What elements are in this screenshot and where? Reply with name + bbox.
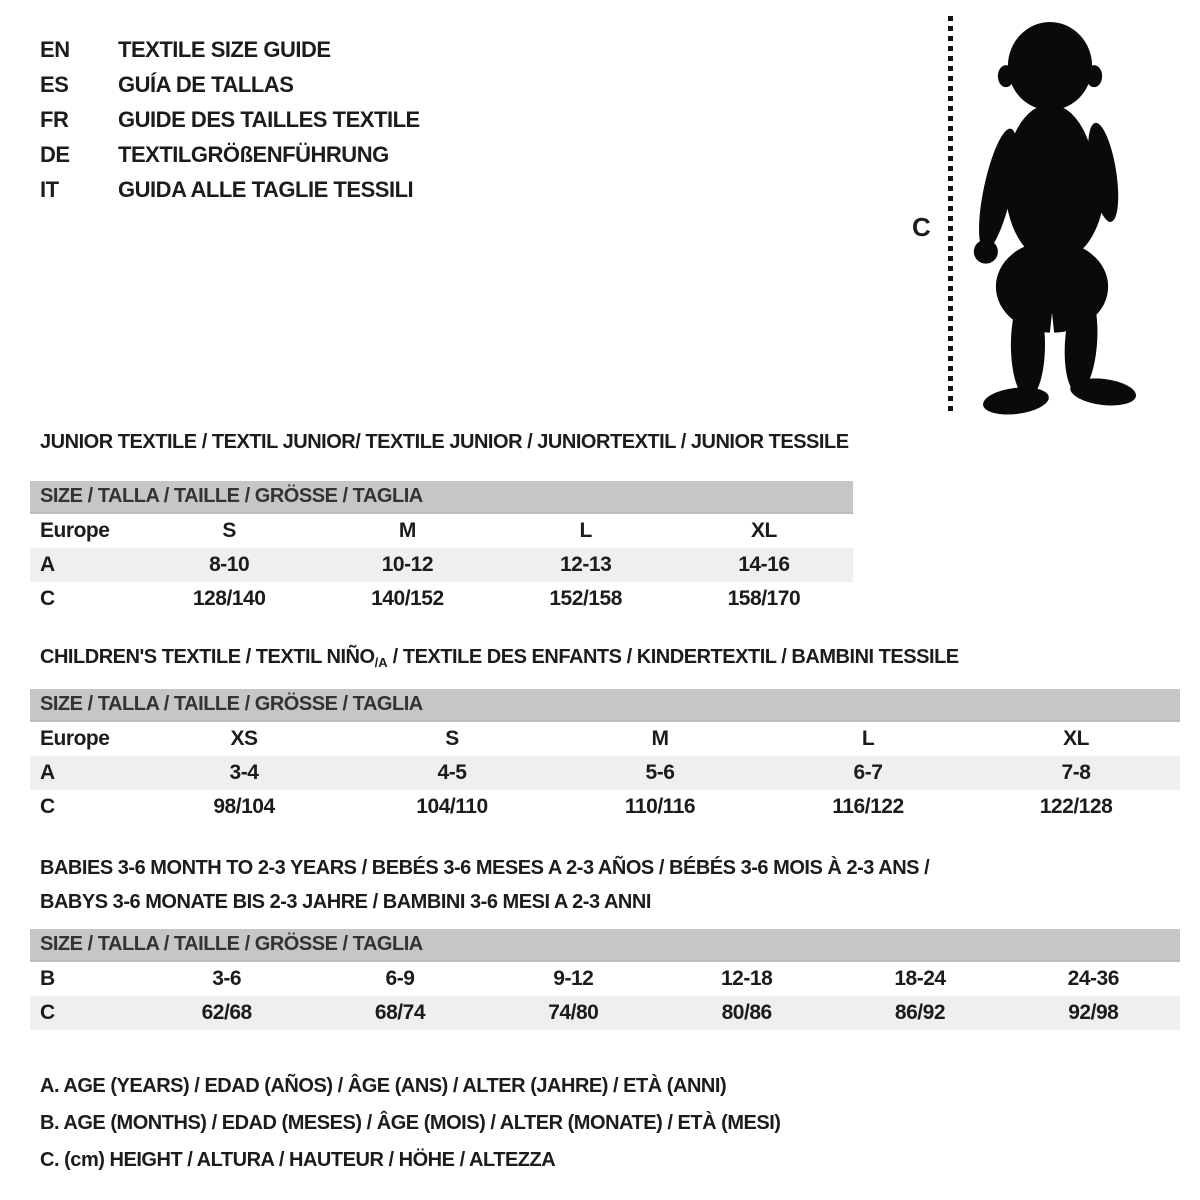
height-cell: 98/104 — [213, 795, 275, 818]
months-cell: 9-12 — [553, 967, 594, 990]
language-title-list — [40, 32, 420, 207]
age-cell: 14-16 — [738, 553, 790, 576]
height-cell: 158/170 — [727, 587, 801, 610]
children-title-subscript: /A — [374, 655, 388, 670]
height-cell: 74/80 — [548, 1001, 599, 1024]
height-cell: 116/122 — [832, 795, 904, 818]
size-header-bar: SIZE / TALLA / TAILLE / GRÖSSE / TAGLIA — [30, 689, 1180, 722]
row-label: Europe — [40, 519, 110, 542]
months-cell: 18-24 — [894, 967, 946, 990]
row-label: B — [40, 967, 55, 990]
row-label: C — [40, 1001, 55, 1024]
size-cell: XL — [750, 519, 777, 542]
size-cell: M — [651, 727, 669, 750]
language-row-de — [40, 137, 420, 172]
age-cell: 8-10 — [209, 553, 250, 576]
age-cell: 3-4 — [229, 761, 259, 784]
babies-section-title-line1: BABIES 3-6 MONTH TO 2-3 YEARS / BEBÉS 3-6 MESES A 2-3 AÑOS / BÉBÉS 3-6 MOIS À 2-3 ANS / — [40, 857, 930, 879]
height-cell: 104/110 — [416, 795, 488, 818]
months-cell: 24-36 — [1067, 967, 1119, 990]
size-cell: L — [861, 727, 875, 750]
size-cell: XL — [1063, 727, 1089, 750]
children-title-prefix: CHILDREN'S TEXTILE / TEXTIL NIÑO — [40, 646, 375, 668]
children-section-title — [40, 646, 959, 670]
language-code: IT — [40, 177, 59, 202]
legend-line-b: B. AGE (MONTHS) / EDAD (MESES) / ÂGE (MOIS) / ALTER (MONATE) / ETÀ (MESI) — [40, 1112, 781, 1134]
months-cell: 6-9 — [385, 967, 415, 990]
language-title: TEXTILE SIZE GUIDE — [118, 37, 331, 62]
height-cell: 68/74 — [374, 1001, 426, 1024]
height-cell: 128/140 — [192, 587, 266, 610]
row-label: A — [40, 553, 55, 576]
legend-line-c: C. (cm) HEIGHT / ALTURA / HAUTEUR / HÖHE / ALTEZZA — [40, 1149, 556, 1171]
size-header-bar: SIZE / TALLA / TAILLE / GRÖSSE / TAGLIA — [30, 481, 853, 514]
size-cell: XS — [230, 727, 258, 750]
height-cell: 92/98 — [1068, 1001, 1119, 1024]
language-title: TEXTILGRÖßENFÜHRUNG — [118, 142, 389, 167]
language-code: EN — [40, 37, 70, 62]
months-cell: 12-18 — [720, 967, 773, 990]
size-cell: L — [579, 519, 592, 542]
row-label: Europe — [40, 727, 110, 750]
table-row-height — [30, 996, 1180, 1030]
age-cell: 10-12 — [381, 553, 434, 576]
months-cell: 3-6 — [212, 967, 242, 990]
height-cell: 86/92 — [894, 1001, 946, 1024]
language-code: ES — [40, 72, 69, 97]
table-row-age — [30, 756, 1180, 790]
language-row-es — [40, 67, 420, 102]
language-row-fr — [40, 102, 420, 137]
junior-size-table — [30, 481, 853, 616]
height-cell: 140/152 — [371, 587, 444, 610]
table-row-europe — [30, 514, 853, 548]
table-row-europe — [30, 722, 1180, 756]
row-label: A — [40, 761, 55, 784]
height-cell: 80/86 — [721, 1001, 772, 1024]
height-cell: 152/158 — [549, 587, 622, 610]
junior-section-title: JUNIOR TEXTILE / TEXTIL JUNIOR/ TEXTILE JUNIOR / JUNIORTEXTIL / JUNIOR TESSILE — [40, 431, 849, 453]
children-title-suffix: / TEXTILE DES ENFANTS / KINDERTEXTIL / BAMBINI TESSILE — [387, 646, 959, 668]
age-cell: 4-5 — [437, 761, 467, 784]
legend — [40, 1068, 781, 1179]
table-row-age — [30, 548, 853, 582]
table-row-height — [30, 790, 1180, 824]
babies-section-title-line2: BABYS 3-6 MONATE BIS 2-3 JAHRE / BAMBINI 3-6 MESI A 2-3 ANNI — [40, 891, 651, 913]
size-cell: S — [445, 727, 459, 750]
language-code: DE — [40, 142, 70, 167]
language-code: FR — [40, 107, 69, 132]
language-title: GUIDE DES TAILLES TEXTILE — [118, 107, 420, 132]
table-row-height — [30, 582, 853, 616]
size-header-bar: SIZE / TALLA / TAILLE / GRÖSSE / TAGLIA — [30, 929, 1180, 962]
language-title: GUIDA ALLE TAGLIE TESSILI — [118, 177, 414, 202]
size-cell: S — [222, 519, 236, 542]
children-size-table — [30, 689, 1180, 824]
height-cell: 110/116 — [624, 795, 696, 818]
row-label: C — [40, 587, 55, 610]
height-cell: 122/128 — [1039, 795, 1113, 818]
age-cell: 12-13 — [559, 553, 612, 576]
legend-line-a: A. AGE (YEARS) / EDAD (AÑOS) / ÂGE (ANS) / ALTER (JAHRE) / ETÀ (ANNI) — [40, 1075, 727, 1097]
table-row-months — [30, 962, 1180, 996]
language-row-en — [40, 32, 420, 67]
language-row-it — [40, 172, 420, 207]
age-cell: 5-6 — [645, 761, 675, 784]
babies-size-table — [30, 929, 1180, 1030]
age-cell: 6-7 — [853, 761, 883, 784]
row-label: C — [40, 795, 55, 818]
height-dashed-line — [948, 16, 953, 416]
toddler-silhouette-icon — [957, 14, 1143, 420]
height-cell: 62/68 — [201, 1001, 252, 1024]
height-measure-label: C — [912, 212, 931, 242]
age-cell: 7-8 — [1061, 761, 1091, 784]
size-cell: M — [398, 519, 416, 542]
language-title: GUÍA DE TALLAS — [118, 72, 294, 97]
